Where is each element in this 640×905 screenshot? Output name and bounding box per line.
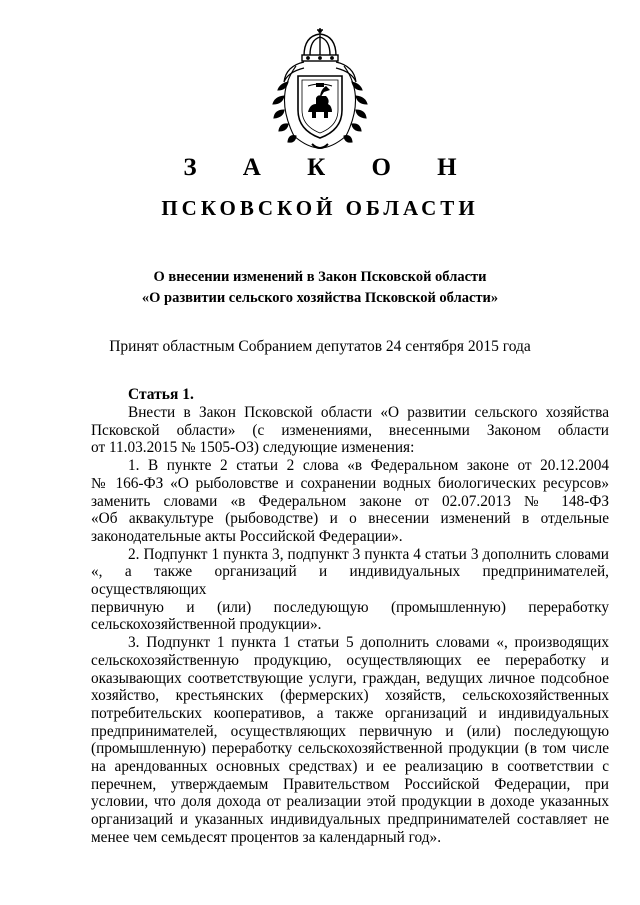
law-title-line-2: «О развитии сельского хозяйства Псковской области» <box>141 290 499 306</box>
text-line: сельскохозяйственной продукции». <box>91 616 322 634</box>
law-title <box>60 267 580 309</box>
text-line: № 166-ФЗ «О рыболовстве и сохранении водных биологических ресурсов» <box>91 474 609 492</box>
text-line: 2. Подпункт 1 пункта 3, подпункт 3 пункта 4 статьи 3 дополнить словами <box>128 545 609 563</box>
paragraph <box>91 546 609 635</box>
adoption-line: Принят областным Собранием депутатов 24 сентября 2015 года <box>109 338 531 355</box>
article-body <box>91 404 609 847</box>
text-line: предпринимателей, осуществляющих первичную и (или) последующую <box>91 722 609 740</box>
text-line: перечнем, утверждаемым Правительством Российской Федерации, при <box>91 775 609 793</box>
text-line: от 11.03.2015 № 1505-ОЗ) следующие изменения: <box>91 439 415 457</box>
text-line: сельскохозяйственную продукцию, осуществляющих ее переработку и <box>91 651 609 669</box>
text-line: 1. В пункте 2 статьи 2 слова «в Федеральном законе от 20.12.2004 <box>128 457 609 475</box>
region-heading: ПСКОВСКОЙ ОБЛАСТИ <box>161 196 479 220</box>
text-line: «Об аквакультуре (рыбоводстве) и о внесении изменений в отдельные <box>91 510 609 528</box>
text-line: потребительских кооперативов, а также организаций и индивидуальных <box>91 704 609 722</box>
pskov-coat-of-arms-icon <box>264 26 376 154</box>
article-heading: Статья 1. <box>128 386 194 403</box>
text-line: Внести в Закон Псковской области «О развитии сельского хозяйства <box>128 404 609 421</box>
paragraph <box>91 457 609 546</box>
text-line: заменить словами «в Федеральном законе от 02.07.2013 № 148-ФЗ <box>91 492 609 510</box>
law-title-line-1: О внесении изменений в Закон Псковской области <box>153 269 487 285</box>
text-line: менее чем семьдесят процентов за календарный год». <box>91 828 442 846</box>
text-line: хозяйство, крестьянских (фермерских) хозяйств, сельскохозяйственных <box>91 687 609 705</box>
text-line: (промышленную) переработку сельскохозяйственной продукции (в том числе <box>91 740 609 758</box>
paragraph <box>91 404 609 457</box>
text-line: «, а также организаций и индивидуальных предпринимателей, осуществляющих <box>91 563 609 599</box>
text-line: оказывающих соответствующие услуги, граждан, ведущих личное подсобное <box>91 669 609 687</box>
text-line: на арендованных основных средствах) и ее реализацию в соответствии с <box>91 758 609 776</box>
text-line: законодательные акты Российской Федерации». <box>91 527 403 545</box>
text-line: 3. Подпункт 1 пункта 1 статьи 5 дополнить словами «, производящих <box>128 634 609 652</box>
text-line: условии, что доля дохода от реализации этой продукции в доходе указанных <box>91 793 609 811</box>
text-line: организаций и указанных индивидуальных предпринимателей составляет не <box>91 811 609 829</box>
paragraph <box>91 634 609 846</box>
law-heading: З А К О Н <box>183 154 477 181</box>
text-line: Псковской области» (с изменениями, внесенными Законом области <box>91 421 609 439</box>
text-line: первичную и (или) последующую (промышленную) переработку <box>91 598 609 616</box>
